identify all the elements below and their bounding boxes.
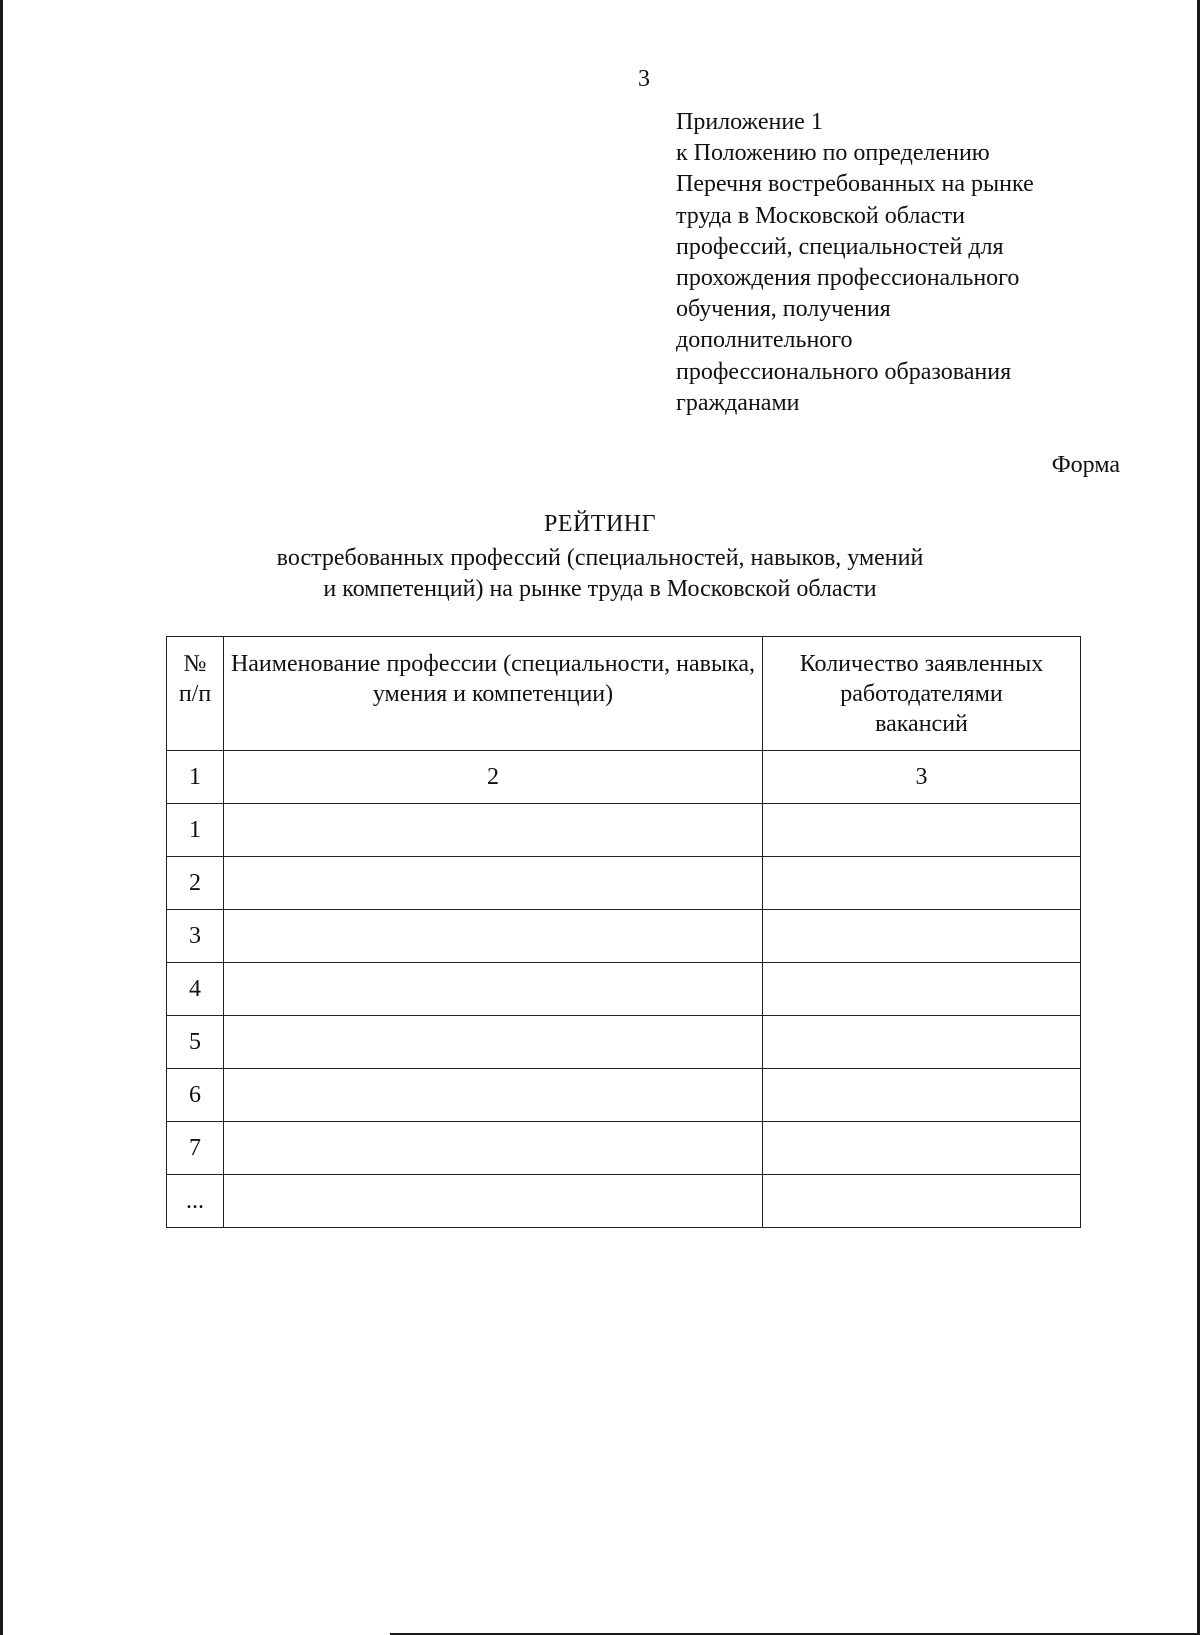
- rating-table: [166, 636, 1081, 1228]
- column-index: 1: [167, 751, 224, 804]
- page-number: 3: [638, 66, 650, 92]
- table-row: [167, 857, 1081, 910]
- document-subtitle: [0, 543, 1200, 605]
- table-row: [167, 963, 1081, 1016]
- table-row: [167, 1122, 1081, 1175]
- annex-line: обучения, получения: [676, 296, 891, 323]
- row-vacancy-count: [763, 857, 1081, 910]
- row-vacancy-count: [763, 804, 1081, 857]
- column-index: 3: [763, 751, 1081, 804]
- column-index-row: [167, 751, 1081, 804]
- subtitle-line: востребованных профессий (специальностей, навыков, умений: [276, 545, 924, 571]
- header-number-sign: №: [183, 651, 207, 677]
- document-title: РЕЙТИНГ: [543, 511, 657, 537]
- row-vacancy-count: [763, 963, 1081, 1016]
- row-vacancy-count: [763, 1122, 1081, 1175]
- header-vacancy-count: Количество заявленных работодателями вакансий: [763, 637, 1081, 751]
- header-number-abbrev: п/п: [178, 681, 212, 707]
- row-profession-name: [224, 857, 763, 910]
- row-vacancy-count: [763, 1069, 1081, 1122]
- row-vacancy-count: [763, 1175, 1081, 1228]
- row-number: 5: [167, 1016, 224, 1069]
- row-profession-name: [224, 1069, 763, 1122]
- row-profession-name: [224, 910, 763, 963]
- annex-reference: [676, 107, 1146, 419]
- row-number: 2: [167, 857, 224, 910]
- annex-line: профессий, специальностей для: [676, 233, 1004, 260]
- row-profession-name: [224, 804, 763, 857]
- row-profession-name: [224, 1175, 763, 1228]
- table-row: [167, 1016, 1081, 1069]
- row-number: 1: [167, 804, 224, 857]
- annex-line: прохождения профессионального: [676, 265, 1020, 292]
- scan-border-left: [0, 0, 3, 1635]
- table-row: [167, 910, 1081, 963]
- annex-line: гражданами: [676, 389, 800, 416]
- annex-line: Приложение 1: [676, 109, 823, 135]
- row-number: 4: [167, 963, 224, 1016]
- row-vacancy-count: [763, 910, 1081, 963]
- header-profession-name: Наименование профессии (специальности, навыка, умения и компетенции): [224, 637, 763, 751]
- row-profession-name: [224, 963, 763, 1016]
- column-index: 2: [224, 751, 763, 804]
- row-number: 3: [167, 910, 224, 963]
- row-profession-name: [224, 1122, 763, 1175]
- table-row: [167, 1175, 1081, 1228]
- row-number: 6: [167, 1069, 224, 1122]
- annex-line: Перечня востребованных на рынке: [676, 171, 1034, 198]
- row-number: 7: [167, 1122, 224, 1175]
- header-number: [167, 637, 224, 751]
- row-number: ...: [167, 1175, 224, 1228]
- table-row: [167, 804, 1081, 857]
- annex-line: профессионального образования: [676, 358, 1012, 385]
- annex-line: труда в Московской области: [676, 202, 965, 229]
- annex-line: дополнительного: [676, 327, 853, 354]
- row-vacancy-count: [763, 1016, 1081, 1069]
- table-row: [167, 1069, 1081, 1122]
- row-profession-name: [224, 1016, 763, 1069]
- table-header-row: [167, 637, 1081, 751]
- annex-line: к Положению по определению: [676, 140, 990, 167]
- subtitle-line: и компетенций) на рынке труда в Московской области: [323, 576, 877, 602]
- form-label: Форма: [1051, 452, 1120, 478]
